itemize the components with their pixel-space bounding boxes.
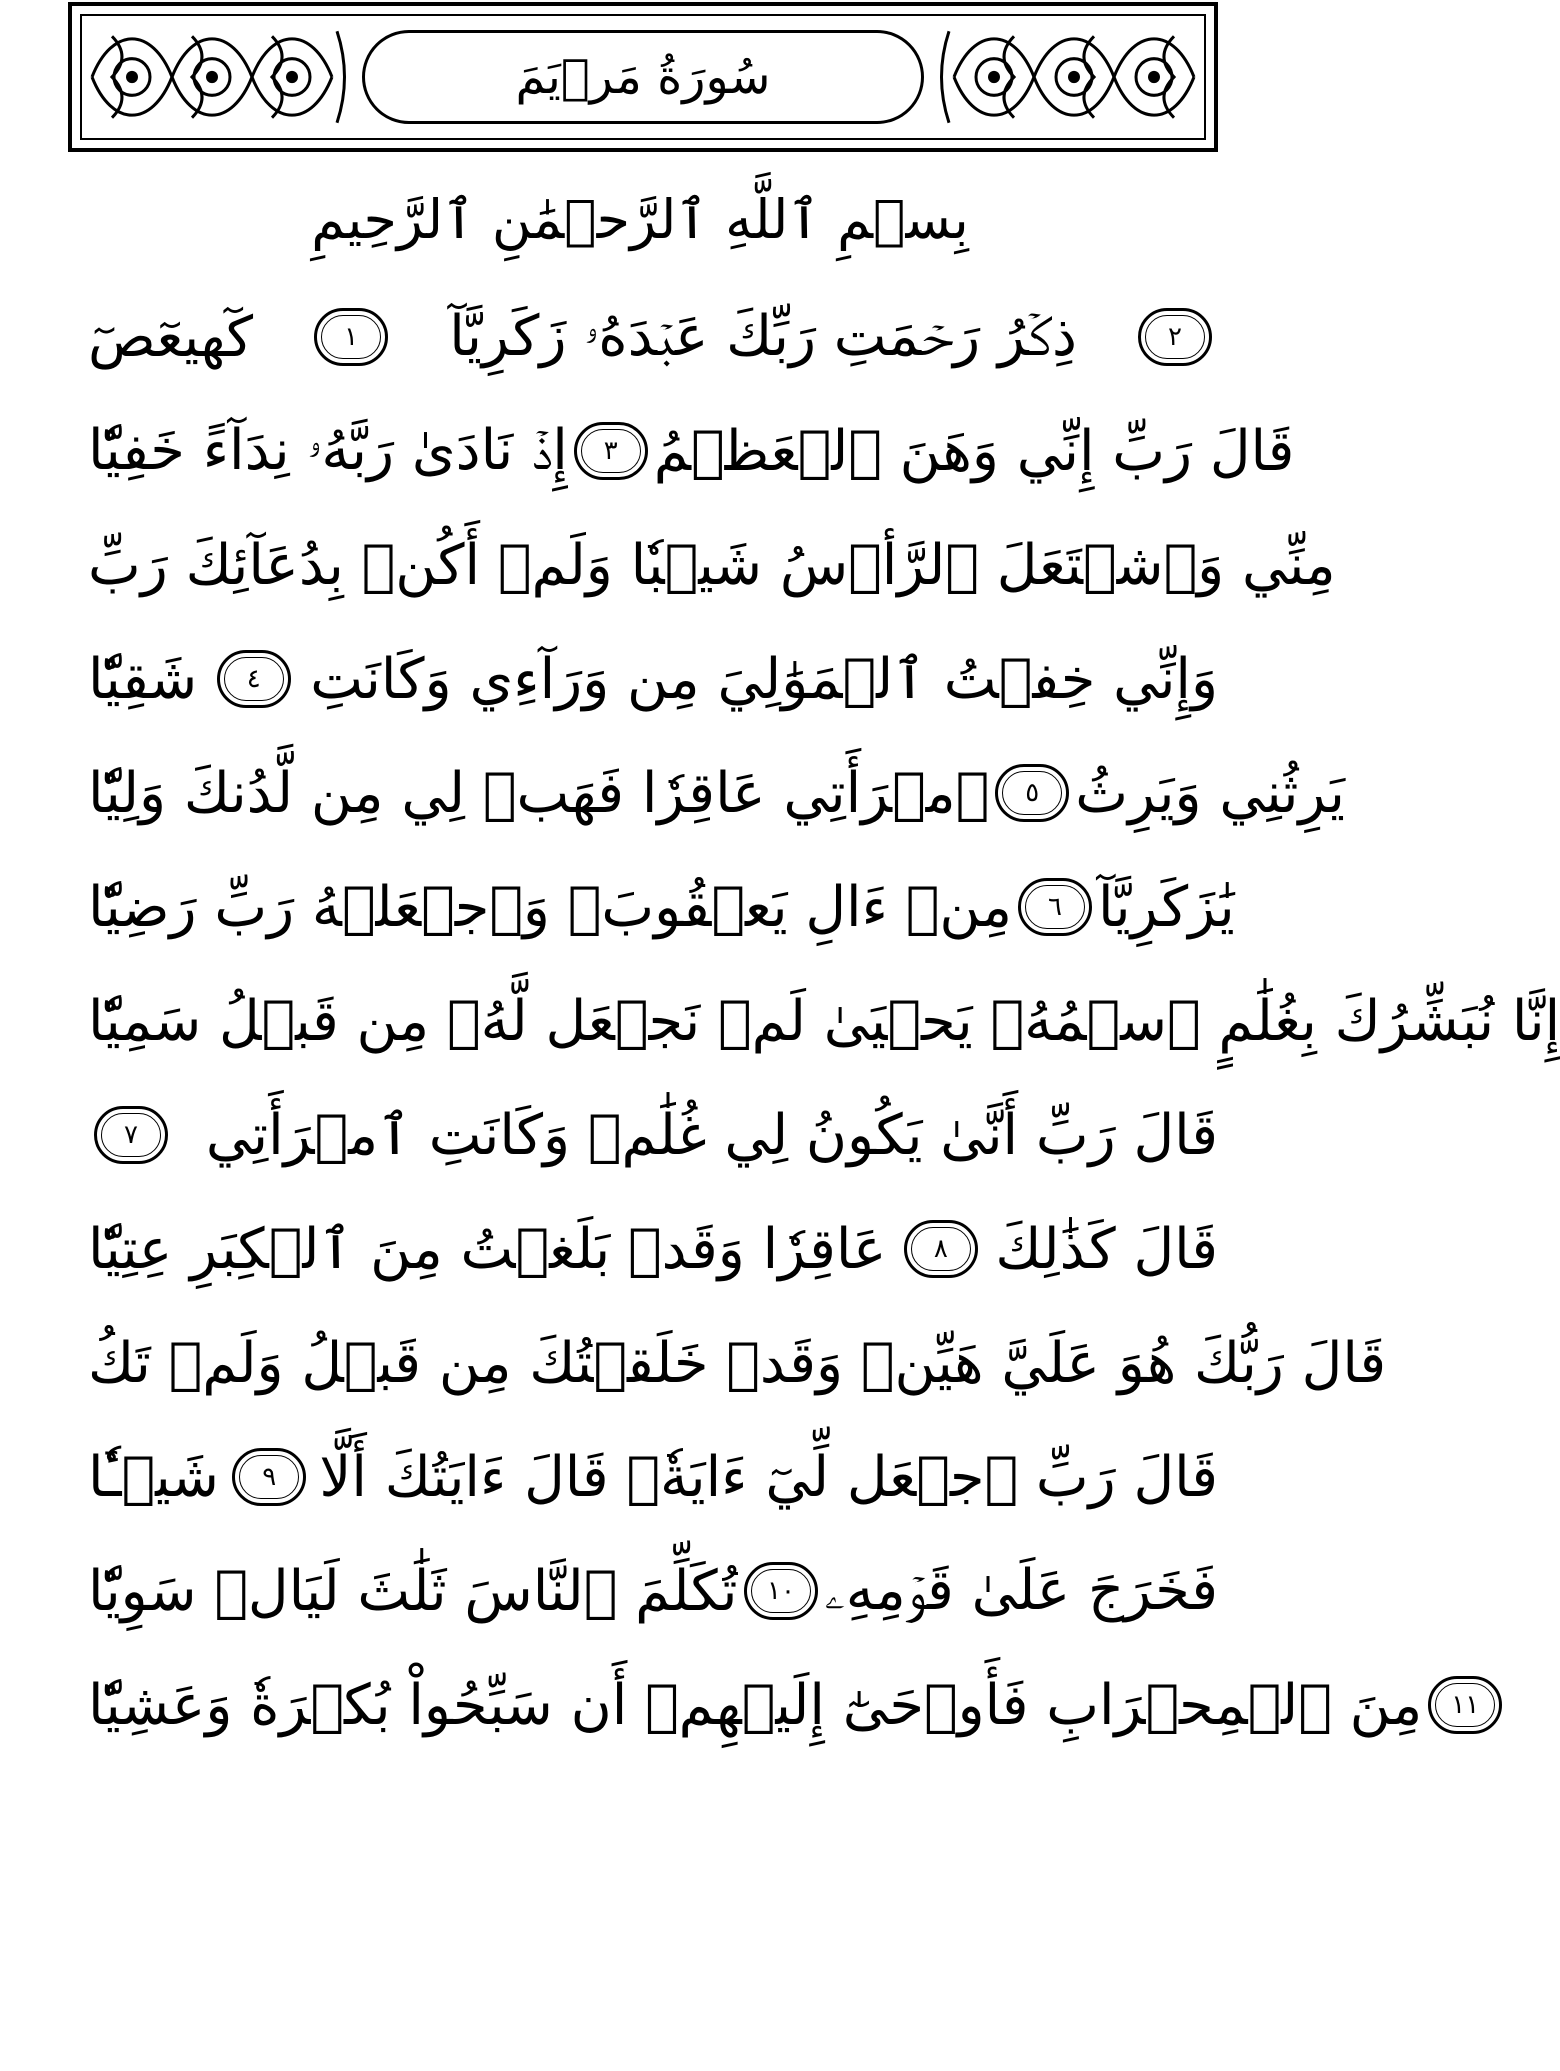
verse-text: كٓهيعٓصٓ bbox=[88, 304, 254, 370]
verse-text: شَقِيّٗا bbox=[88, 646, 198, 712]
verse-text: قَالَ رَبِّ ٱجۡعَل لِّيٓ ءَايَةٗۚ قَالَ ءَايَتُكَ أَلَّا bbox=[319, 1444, 1218, 1510]
verse-text: إِنَّا نُبَشِّرُكَ بِغُلَٰمٍ ٱسۡمُهُۥ يَحۡيَىٰ لَمۡ نَجۡعَل لَّهُۥ مِن قَبۡلُ سَمِيّٗا bbox=[88, 988, 1560, 1054]
verse-text: عَاقِرٗا وَقَدۡ بَلَغۡتُ مِنَ ٱلۡكِبَرِ عِتِيّٗا bbox=[88, 1216, 887, 1282]
ayah-number-marker: ١١ bbox=[1428, 1676, 1502, 1734]
surah-header-inner-border bbox=[80, 14, 1206, 140]
verse-text: مِنِّي وَٱشۡتَعَلَ ٱلرَّأۡسُ شَيۡبٗا وَلَمۡ أَكُنۢ بِدُعَآئِكَ رَبِّ bbox=[88, 532, 1336, 598]
verse-line bbox=[88, 394, 1295, 508]
verse-text: قَالَ كَذَٰلِكَ bbox=[995, 1216, 1218, 1282]
verse-text: مِنَ ٱلۡمِحۡرَابِ فَأَوۡحَىٰٓ إِلَيۡهِمۡ أَن سَبِّحُواْ بُكۡرَةٗ وَعَشِيّٗا bbox=[88, 1672, 1423, 1738]
verse-line bbox=[88, 850, 1235, 964]
ornament-right-icon bbox=[924, 16, 1204, 138]
verse-line bbox=[88, 1648, 1480, 1762]
surah-name: سُورَةُ مَرۡيَمَ bbox=[515, 49, 771, 105]
surah-header-frame bbox=[68, 2, 1218, 152]
ayah-number-marker: ٦ bbox=[1018, 878, 1092, 936]
verse-lines bbox=[88, 280, 1560, 1762]
verse-text: قَالَ رَبِّ أَنَّىٰ يَكُونُ لِي غُلَٰمٞ وَكَانَتِ ٱمۡرَأَتِي bbox=[205, 1102, 1218, 1168]
surah-name-cartouche bbox=[362, 30, 924, 124]
ayah-number-marker: ٩ bbox=[232, 1448, 306, 1506]
verse-line bbox=[88, 1420, 1218, 1534]
ayah-number-marker: ٣ bbox=[574, 422, 648, 480]
verse-line bbox=[88, 1534, 1218, 1648]
verse-line bbox=[88, 508, 1336, 622]
ayah-number-marker: ٨ bbox=[904, 1220, 978, 1278]
verse-text: فَخَرَجَ عَلَىٰ قَوۡمِهِۦ bbox=[824, 1558, 1218, 1623]
verse-text: يَٰزَكَرِيَّآ bbox=[1097, 874, 1235, 940]
verse-text: شَيۡـٔٗا bbox=[88, 1444, 219, 1510]
verse-line bbox=[88, 622, 1218, 736]
verse-line bbox=[88, 964, 1560, 1078]
ayah-number-marker: ٥ bbox=[995, 764, 1069, 822]
basmala: بِسۡمِ ٱللَّهِ ٱلرَّحۡمَٰنِ ٱلرَّحِيمِ bbox=[311, 188, 969, 251]
ayah-number-marker: ٧ bbox=[94, 1106, 168, 1164]
verse-text: يَرِثُنِي وَيَرِثُ bbox=[1075, 760, 1345, 826]
verse-text: وَإِنِّي خِفۡتُ ٱلۡمَوَٰلِيَ مِن وَرَآءِي وَكَانَتِ bbox=[310, 646, 1218, 712]
verse-text: قَالَ رَبُّكَ هُوَ عَلَيَّ هَيِّنٞ وَقَدۡ خَلَقۡتُكَ مِن قَبۡلُ وَلَمۡ تَكُ bbox=[88, 1330, 1387, 1396]
verse-text: قَالَ رَبِّ إِنِّي وَهَنَ ٱلۡعَظۡمُ bbox=[653, 418, 1295, 484]
verse-text: مِنۡ ءَالِ يَعۡقُوبَۖ وَٱجۡعَلۡهُ رَبِّ رَضِيّٗا bbox=[88, 874, 1012, 940]
verse-line bbox=[88, 1306, 1387, 1420]
verse-text: ٱمۡرَأَتِي عَاقِرٗا فَهَبۡ لِي مِن لَّدُنكَ وَلِيّٗا bbox=[88, 760, 990, 826]
ayah-number-marker: ٤ bbox=[217, 650, 291, 708]
verse-line bbox=[88, 736, 1345, 850]
ayah-number-marker: ١٠ bbox=[744, 1562, 818, 1620]
verse-line bbox=[88, 1078, 1218, 1192]
verse-line bbox=[88, 280, 1218, 394]
verse-text: ذِكۡرُ رَحۡمَتِ رَبِّكَ عَبۡدَهُۥ زَكَرِيَّآ bbox=[449, 304, 1077, 369]
verse-text: إِذۡ نَادَىٰ رَبَّهُۥ نِدَآءً خَفِيّٗا bbox=[88, 418, 568, 483]
verse-line bbox=[88, 1192, 1218, 1306]
ornament-left-icon bbox=[82, 16, 362, 138]
verse-text: تُكَلِّمَ ٱلنَّاسَ ثَلَٰثَ لَيَالٖ سَوِيّٗا bbox=[88, 1558, 738, 1624]
ayah-number-marker: ٢ bbox=[1138, 308, 1212, 366]
ayah-number-marker: ١ bbox=[314, 308, 388, 366]
